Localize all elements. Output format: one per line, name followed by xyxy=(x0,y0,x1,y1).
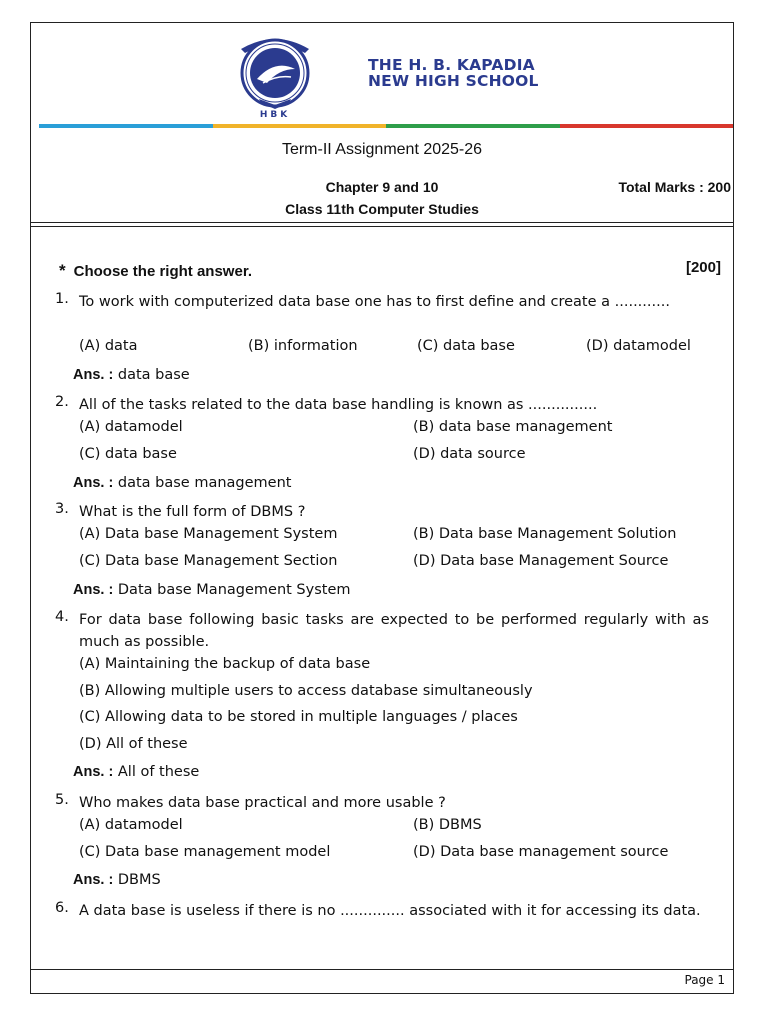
question-number: 6. xyxy=(55,900,69,916)
school-name-line2: NEW HIGH SCHOOL xyxy=(368,72,539,90)
question-number: 2. xyxy=(55,394,69,410)
emblem-hbk-text: HBK xyxy=(259,110,291,119)
question-3 xyxy=(55,501,709,523)
assignment-title: Term-II Assignment 2025-26 xyxy=(281,141,483,158)
option-d: (D) datamodel xyxy=(586,338,691,354)
question-5 xyxy=(55,792,709,814)
option-b: (B) information xyxy=(248,338,358,354)
color-bar-blue xyxy=(39,124,213,128)
option-b: (B) Data base Management Solution xyxy=(413,526,677,542)
answer-text: All of these xyxy=(117,764,200,780)
answer-label: Ans. : xyxy=(73,367,114,383)
option-b: (B) DBMS xyxy=(413,817,482,833)
option-b: (B) Allowing multiple users to access database simultaneously xyxy=(79,683,533,699)
school-name xyxy=(368,57,539,89)
page-number: Page 1 xyxy=(684,973,725,987)
question-text: All of the tasks related to the data base handling is known as ............... xyxy=(79,397,598,413)
color-bar-red xyxy=(560,124,734,128)
answer-label: Ans. : xyxy=(73,764,114,780)
option-c: (C) data base xyxy=(79,446,177,462)
option-d: (D) data source xyxy=(413,446,526,462)
option-c: (C) Data base Management Section xyxy=(79,553,338,569)
answer-text: data base xyxy=(117,367,190,383)
question-text: To work with computerized data base one has to first define and create a ............ xyxy=(79,294,670,310)
answer-label: Ans. : xyxy=(73,872,114,888)
question-text: For data base following basic tasks are expected to be performed regularly with as much as possible. xyxy=(79,612,709,650)
option-a: (A) Maintaining the backup of data base xyxy=(79,656,371,672)
class-subject-label: Class 11th Computer Studies xyxy=(285,201,479,217)
option-c: (C) Allowing data to be stored in multiple languages / places xyxy=(79,709,518,725)
question-text: What is the full form of DBMS ? xyxy=(79,504,306,520)
school-emblem-logo xyxy=(219,31,331,119)
star-bullet: * xyxy=(59,261,66,280)
section-marks: [200] xyxy=(685,259,721,276)
answer-label: Ans. : xyxy=(73,582,114,598)
question-2 xyxy=(55,394,709,416)
instruction-text: Choose the right answer. xyxy=(73,263,252,280)
question-text: Who makes data base practical and more usable ? xyxy=(79,795,446,811)
question-4 xyxy=(55,609,709,653)
chapter-label: Chapter 9 and 10 xyxy=(325,179,439,195)
question-6 xyxy=(55,900,709,922)
section-instruction xyxy=(59,261,252,281)
option-a: (A) Data base Management System xyxy=(79,526,338,542)
answer-5 xyxy=(73,872,161,888)
answer-text: DBMS xyxy=(117,872,161,888)
header-divider-top xyxy=(31,222,733,223)
answer-2 xyxy=(73,475,291,491)
option-a: (A) data xyxy=(79,338,138,354)
question-1 xyxy=(55,291,709,313)
footer-divider xyxy=(31,969,733,970)
answer-1 xyxy=(73,367,190,383)
question-number: 4. xyxy=(55,609,69,625)
question-number: 1. xyxy=(55,291,69,307)
color-bar-green xyxy=(386,124,560,128)
color-bar-yellow xyxy=(213,124,387,128)
option-d: (D) All of these xyxy=(79,736,188,752)
option-a: (A) datamodel xyxy=(79,817,183,833)
option-c: (C) Data base management model xyxy=(79,844,331,860)
color-divider-bar xyxy=(39,124,733,128)
header xyxy=(31,23,733,222)
total-marks: Total Marks : 200 xyxy=(618,179,731,195)
answer-4 xyxy=(73,764,199,780)
option-b: (B) data base management xyxy=(413,419,613,435)
option-d: (D) Data base management source xyxy=(413,844,669,860)
answer-3 xyxy=(73,582,351,598)
option-d: (D) Data base Management Source xyxy=(413,553,669,569)
question-number: 5. xyxy=(55,792,69,808)
school-name-line1: THE H. B. KAPADIA xyxy=(368,56,535,74)
header-divider-bottom xyxy=(31,226,733,227)
answer-text: data base management xyxy=(117,475,292,491)
option-a: (A) datamodel xyxy=(79,419,183,435)
answer-label: Ans. : xyxy=(73,475,114,491)
option-c: (C) data base xyxy=(417,338,515,354)
question-text: A data base is useless if there is no .............. associated with it for accessing its data. xyxy=(79,903,701,919)
answer-text: Data base Management System xyxy=(117,582,351,598)
question-number: 3. xyxy=(55,501,69,517)
page-frame xyxy=(30,22,734,994)
